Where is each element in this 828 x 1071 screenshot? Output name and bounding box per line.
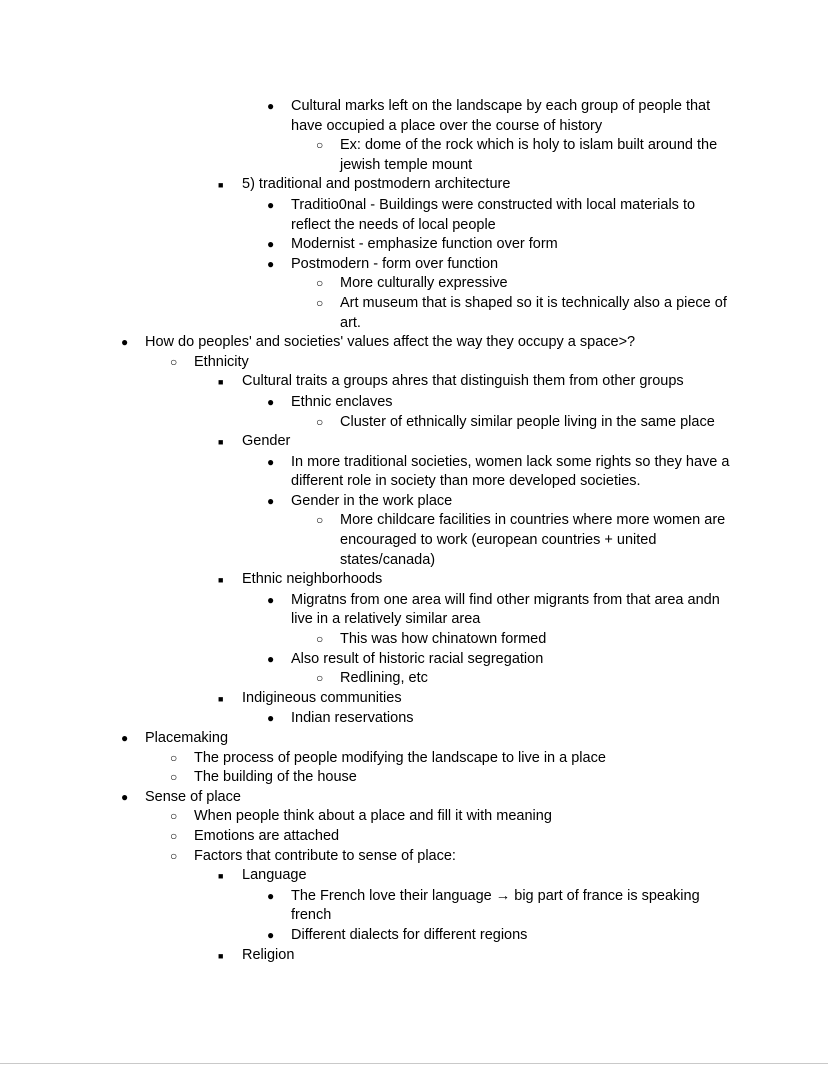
list-item-text: The process of people modifying the landscape to live in a place (194, 749, 606, 766)
list-item-text: Modernist - emphasize function over form (291, 236, 558, 253)
list-item (267, 887, 732, 926)
bullet-square-icon: ■ (218, 693, 224, 704)
bullet-circle-icon: ○ (170, 770, 178, 785)
list-item-text: This was how chinatown formed (340, 631, 547, 648)
list-item-text: The building of the house (194, 769, 357, 786)
bullet-disc-icon: ● (267, 454, 275, 469)
list-item-text: Cultural traits a groups ahres that distinguish them from other groups (242, 373, 684, 390)
page-bottom-edge (0, 1063, 828, 1064)
list-item (218, 689, 732, 710)
list-item (121, 333, 732, 353)
list-item (316, 413, 732, 433)
list-item (170, 827, 732, 847)
bullet-circle-icon: ○ (170, 354, 178, 369)
list-item (267, 97, 732, 136)
list-item (267, 650, 732, 670)
list-item-text: Placemaking (145, 730, 229, 746)
list-item (316, 294, 732, 333)
list-item (170, 353, 732, 373)
list-item (121, 729, 732, 749)
bullet-disc-icon: ● (121, 335, 129, 350)
list-item-text: Ex: dome of the rock which is holy to islam built around the jewish temple mount (340, 137, 718, 173)
bullet-square-icon: ■ (218, 950, 224, 961)
list-item (218, 432, 732, 453)
list-item-text: Gender in the work place (291, 492, 453, 509)
bullet-circle-icon: ○ (316, 632, 324, 647)
bullet-disc-icon: ● (267, 197, 275, 212)
list-item-text: Cultural marks left on the landscape by each group of people that have occupied a place over the course of history (291, 98, 711, 134)
list-item-text: Indigineous communities (242, 689, 402, 706)
list-item (267, 591, 732, 630)
list-item (316, 669, 732, 689)
list-item (267, 255, 732, 275)
bullet-square-icon: ■ (218, 575, 224, 586)
list-item (267, 393, 732, 413)
bullet-disc-icon: ● (267, 237, 275, 252)
bullet-disc-icon: ● (267, 927, 275, 942)
bullet-square-icon: ■ (218, 437, 224, 448)
bullet-disc-icon: ● (267, 99, 275, 113)
list-item (267, 235, 732, 255)
list-item (267, 492, 732, 512)
list-item (218, 372, 732, 393)
list-item-text: Language (242, 867, 307, 884)
list-item-text: Factors that contribute to sense of place: (194, 847, 456, 864)
bullet-circle-icon: ○ (170, 809, 178, 824)
bullet-square-icon: ■ (218, 871, 224, 882)
list-item-text: Ethnic enclaves (291, 393, 393, 410)
list-item-text: The French love their language → big part of france is speaking french (291, 887, 700, 924)
list-item-text: More childcare facilities in countries where more women are encouraged to work (european countries + united states/canada) (340, 512, 726, 568)
bullet-disc-icon: ● (121, 731, 129, 745)
bullet-circle-icon: ○ (316, 295, 324, 310)
list-item-text: Migratns from one area will find other migrants from that area andn live in a relatively similar area (291, 591, 720, 628)
bullet-disc-icon: ● (267, 888, 275, 903)
list-item-text: Postmodern - form over function (291, 255, 499, 272)
list-item-text: Ethnic neighborhoods (242, 571, 383, 588)
list-item-text: Redlining, etc (340, 670, 428, 687)
bullet-circle-icon: ○ (316, 138, 324, 153)
list-item-text: Traditio0nal - Buildings were constructed with local materials to reflect the needs of local people (291, 196, 696, 233)
bullet-circle-icon: ○ (316, 671, 324, 686)
list-item-text: 5) traditional and postmodern architecture (242, 176, 511, 193)
bullet-circle-icon: ○ (170, 750, 178, 765)
list-item-text: Gender (242, 433, 291, 450)
list-item-text: Different dialects for different regions (291, 926, 528, 943)
list-item (316, 274, 732, 294)
list-item-text: Emotions are attached (194, 827, 340, 844)
bullet-disc-icon: ● (267, 592, 275, 607)
list-item (170, 768, 732, 788)
list-item (267, 926, 732, 946)
bullet-disc-icon: ● (267, 394, 275, 409)
list-item (170, 847, 732, 867)
bullet-circle-icon: ○ (316, 513, 324, 528)
bullet-circle-icon: ○ (170, 828, 178, 843)
bullet-disc-icon: ● (267, 711, 275, 726)
list-item (316, 630, 732, 650)
list-item-text: When people think about a place and fill it with meaning (194, 808, 552, 825)
list-item-text: Cluster of ethnically similar people living in the same place (340, 413, 715, 430)
bullet-square-icon: ■ (218, 377, 224, 388)
bullet-disc-icon: ● (267, 651, 275, 666)
list-item (316, 511, 732, 570)
list-item-text: Also result of historic racial segregation (291, 650, 544, 667)
bullet-disc-icon: ● (267, 256, 275, 271)
list-item (218, 570, 732, 591)
list-item-text: How do peoples' and societies' values affect the way they occupy a space>? (145, 334, 636, 351)
list-item-text: Religion (242, 946, 295, 963)
list-item (267, 453, 732, 492)
list-item (170, 807, 732, 827)
list-item-text: In more traditional societies, women lack some rights so they have a different role in society than more developed societies. (291, 453, 730, 490)
list-item-text: Ethnicity (194, 353, 249, 370)
list-item (267, 196, 732, 235)
list-item (218, 946, 732, 967)
list-item (218, 175, 732, 196)
list-item (316, 136, 732, 175)
bullet-circle-icon: ○ (316, 276, 324, 291)
list-item-text: Art museum that is shaped so it is technically also a piece of art. (340, 294, 727, 331)
list-item (218, 866, 732, 887)
list-item (267, 709, 732, 729)
bullet-disc-icon: ● (121, 789, 129, 804)
list-item (170, 749, 732, 769)
list-item-text: Sense of place (145, 788, 241, 805)
list-item-text: Indian reservations (291, 710, 414, 727)
list-item-text: More culturally expressive (340, 275, 508, 292)
bullet-circle-icon: ○ (170, 848, 178, 863)
bullet-square-icon: ■ (218, 180, 224, 191)
bullet-disc-icon: ● (267, 493, 275, 508)
bullet-circle-icon: ○ (316, 414, 324, 429)
list-item (121, 788, 732, 808)
